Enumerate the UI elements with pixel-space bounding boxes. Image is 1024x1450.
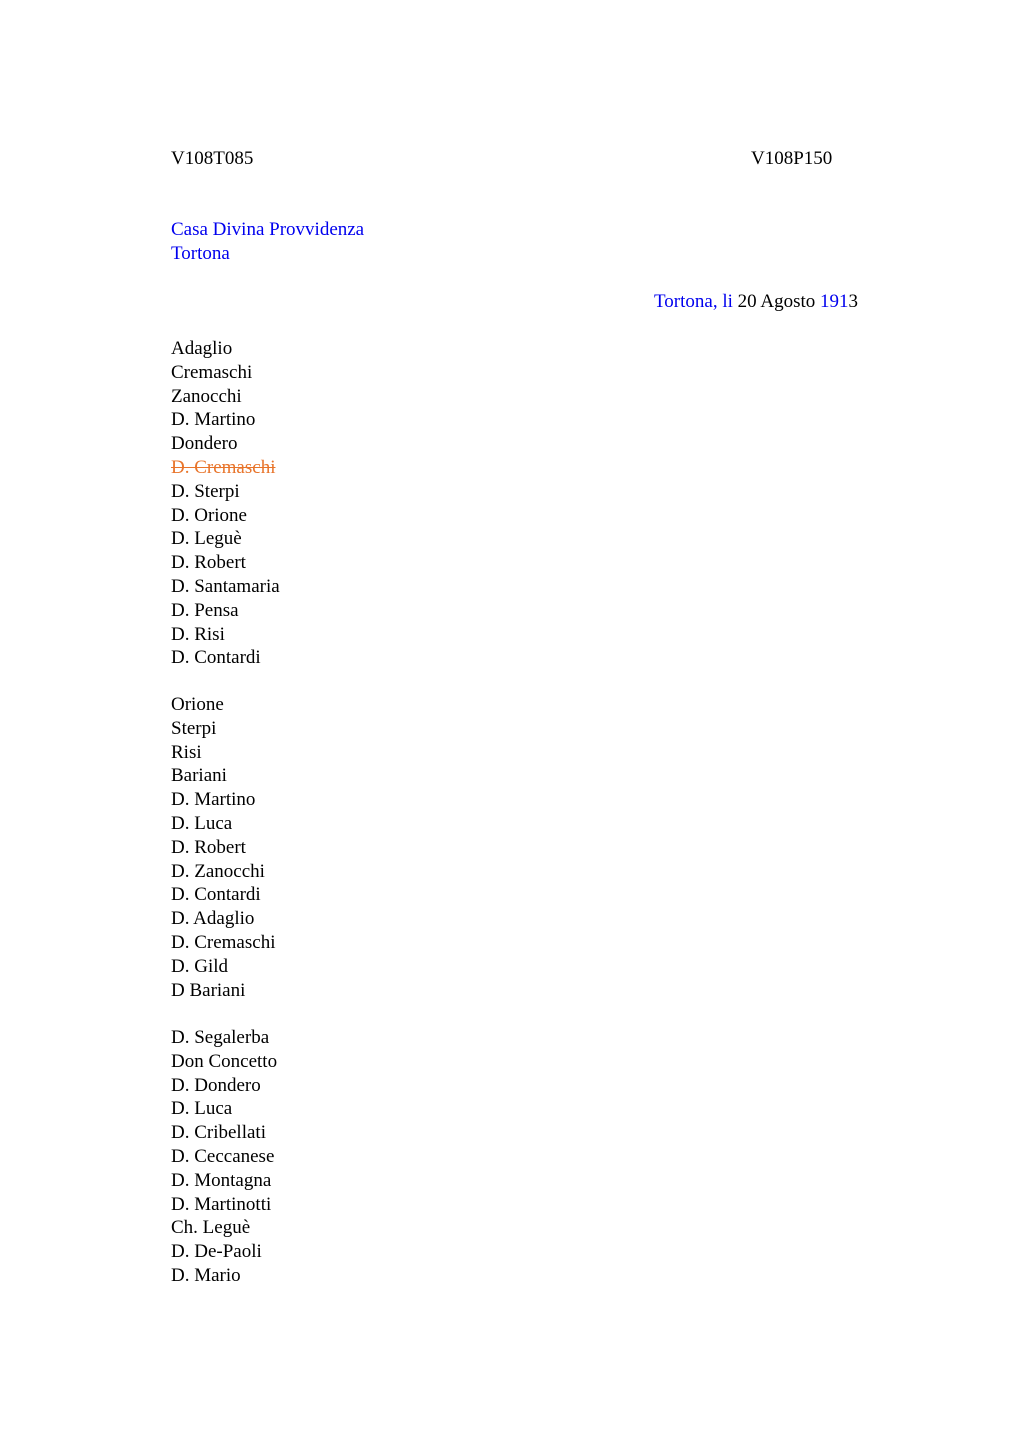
list-item: D. Cribellati	[171, 1122, 266, 1144]
name-list-first	[171, 337, 280, 670]
list-item: D Bariani	[171, 979, 246, 1001]
list-item: Orione	[171, 694, 224, 715]
list-item-struck: D. Cremaschi	[171, 456, 276, 478]
list-item: D. Ceccanese	[171, 1145, 275, 1167]
list-item: D. Adaglio	[171, 908, 255, 930]
list-item: D. Martinotti	[171, 1193, 272, 1215]
list-item: D. Orione	[171, 504, 247, 526]
letterhead-city: Tortona	[171, 242, 230, 264]
list-item: D. Luca	[171, 1098, 233, 1120]
list-item: D. Mario	[171, 1264, 241, 1286]
list-item: Bariani	[171, 765, 227, 787]
list-item: Dondero	[171, 433, 238, 455]
document-code-left: V108T085	[171, 148, 254, 169]
name-list-third	[171, 1026, 277, 1288]
list-item: D. Santamaria	[171, 575, 280, 597]
list-item: D. De-Paoli	[171, 1241, 262, 1263]
letterhead-institution: Casa Divina Provvidenza	[171, 219, 365, 240]
list-item: D. Dondero	[171, 1074, 261, 1096]
list-item: Zanocchi	[171, 385, 242, 407]
list-item: D. Contardi	[171, 647, 261, 669]
letterhead	[171, 218, 364, 266]
list-item: Sterpi	[171, 717, 217, 739]
list-item: D. Martino	[171, 789, 256, 811]
list-item: Adaglio	[171, 338, 233, 359]
list-item: D. Risi	[171, 623, 225, 645]
date-year-printed: 191	[820, 291, 849, 312]
name-list-second	[171, 693, 275, 1002]
list-item: D. Cremaschi	[171, 931, 276, 953]
date-day-month: 20 Agosto	[732, 291, 820, 312]
list-item: D. Robert	[171, 552, 246, 574]
list-item: Risi	[171, 741, 202, 763]
date-place: Tortona, li	[654, 291, 733, 312]
list-item: D. Montagna	[171, 1169, 272, 1191]
list-item: D. Gild	[171, 955, 228, 977]
list-item: D. Segalerba	[171, 1027, 270, 1048]
list-item: D. Pensa	[171, 599, 239, 621]
list-item: D. Martino	[171, 409, 256, 431]
list-item: Ch. Leguè	[171, 1217, 251, 1239]
list-item: D. Robert	[171, 836, 246, 858]
list-item: Don Concetto	[171, 1050, 278, 1072]
document-code-right: V108P150	[751, 148, 833, 169]
list-item: D. Zanocchi	[171, 860, 265, 882]
list-item: D. Contardi	[171, 884, 261, 906]
date-year-handwritten: 3	[848, 291, 858, 312]
list-item: D. Leguè	[171, 528, 242, 550]
list-item: D. Sterpi	[171, 480, 240, 502]
list-item: Cremaschi	[171, 361, 253, 383]
list-item: D. Luca	[171, 812, 233, 834]
date-line	[654, 290, 858, 314]
